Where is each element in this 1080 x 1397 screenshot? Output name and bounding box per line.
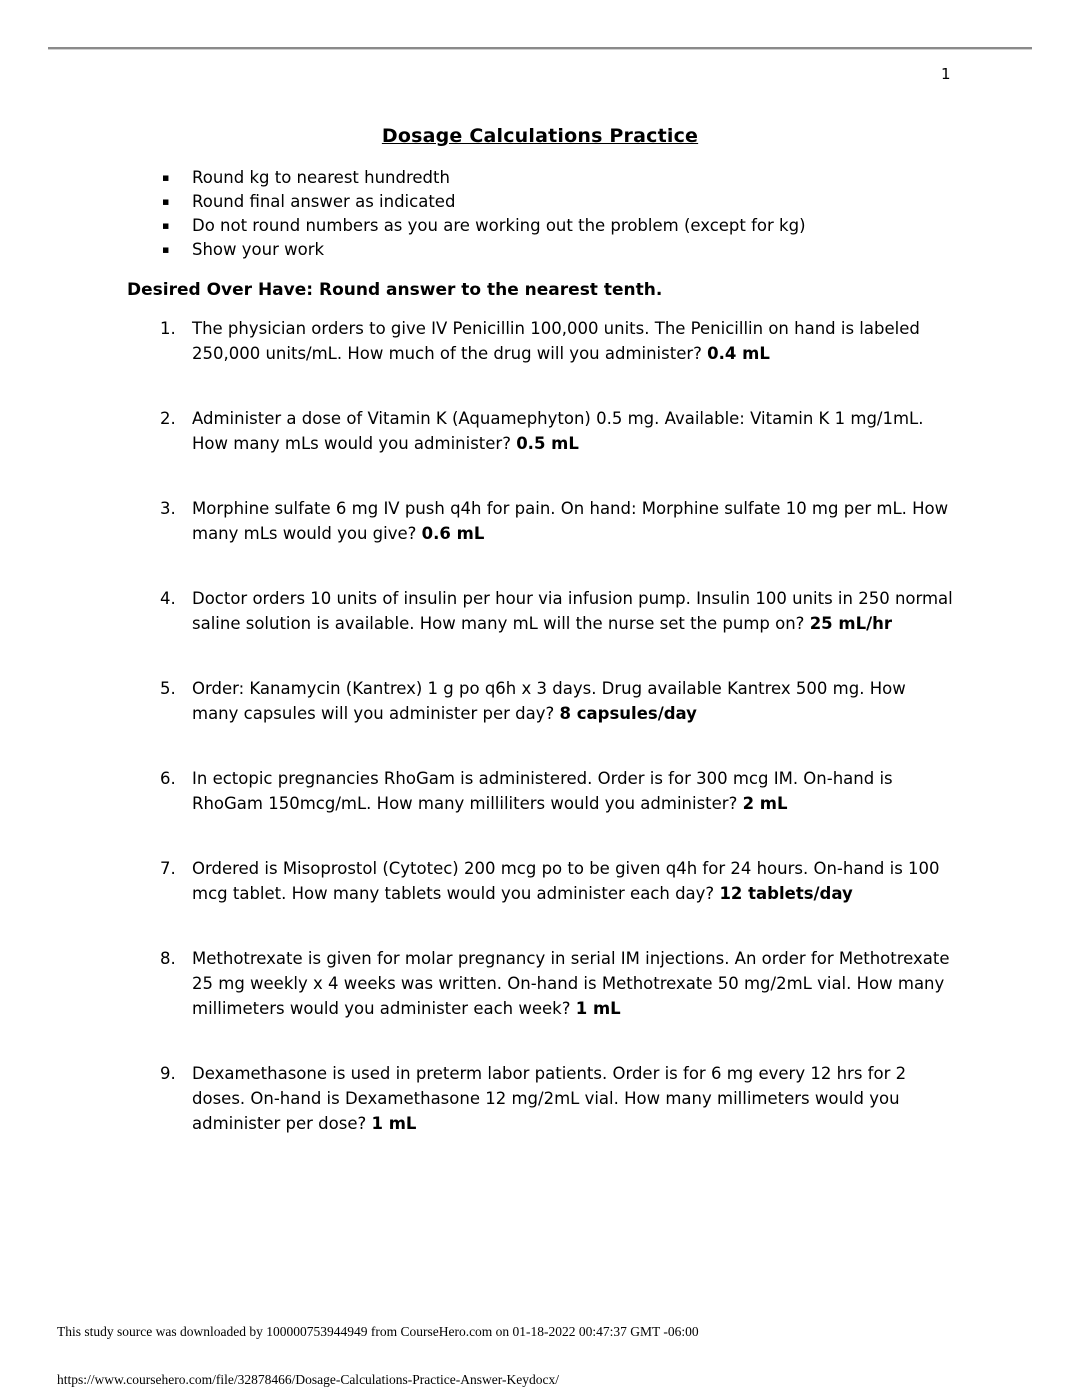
problem-number: 8. — [160, 949, 176, 968]
problem-item — [160, 496, 960, 546]
problem-number: 2. — [160, 409, 176, 428]
instruction-item — [162, 238, 982, 262]
problem-answer: 0.5 mL — [516, 434, 579, 453]
bullet-square-icon: ▪ — [162, 171, 170, 184]
problem-number: 1. — [160, 319, 176, 338]
problem-answer: 2 mL — [742, 794, 788, 813]
instruction-text: Do not round numbers as you are working out the problem (except for kg) — [192, 216, 806, 235]
question-text: Methotrexate is given for molar pregnancy in serial IM injections. An order for Methotrexate 25 mg weekly x 4 weeks was written. On-hand is Methotrexate 50 mg/2mL vial. How many millimeters would you administer each week? — [192, 949, 950, 1018]
question-text: The physician orders to give IV Penicillin 100,000 units. The Penicillin on hand is labeled 250,000 units/mL. How much of the drug will you administer? — [192, 319, 920, 363]
question-text: Order: Kanamycin (Kantrex) 1 g po q6h x 3 days. Drug available Kantrex 500 mg. How many capsules will you administer per day? — [192, 679, 906, 723]
problem-item — [160, 316, 960, 366]
problem-answer: 12 tablets/day — [719, 884, 853, 903]
problem-answer: 1 mL — [575, 999, 621, 1018]
problem-item — [160, 676, 960, 726]
problem-answer: 0.4 mL — [707, 344, 770, 363]
problem-answer: 25 mL/hr — [809, 614, 893, 633]
bullet-square-icon: ▪ — [162, 195, 170, 208]
problems-list — [160, 316, 960, 1176]
problem-item — [160, 406, 960, 456]
problem-answer: 1 mL — [371, 1114, 417, 1133]
problem-answer: 0.6 mL — [421, 524, 485, 543]
problem-question — [192, 946, 954, 1021]
problem-question — [192, 316, 954, 366]
question-text: In ectopic pregnancies RhoGam is administered. Order is for 300 mcg IM. On-hand is RhoGam 150mcg/mL. How many milliliters would you administer? — [192, 769, 893, 813]
question-text: Administer a dose of Vitamin K (Aquamephyton) 0.5 mg. Available: Vitamin K 1 mg/1mL. How many mLs would you administer? — [192, 409, 924, 453]
instruction-item — [162, 214, 982, 238]
problem-number: 9. — [160, 1064, 176, 1083]
instruction-item — [162, 190, 982, 214]
document-title: Dosage Calculations Practice — [381, 125, 699, 147]
problem-number: 6. — [160, 769, 176, 788]
header-divider — [48, 47, 1032, 50]
instruction-text: Round final answer as indicated — [192, 192, 456, 211]
problem-item — [160, 856, 960, 906]
instruction-item — [162, 166, 982, 190]
problem-number: 7. — [160, 859, 176, 878]
instruction-text: Show your work — [192, 240, 325, 259]
problem-number: 5. — [160, 679, 176, 698]
problem-question — [192, 586, 954, 636]
problem-question — [192, 766, 954, 816]
problem-question — [192, 496, 954, 546]
problem-question — [192, 1061, 954, 1136]
page-number: 1 — [941, 65, 951, 83]
instructions-list — [162, 166, 982, 262]
footer-source-note: This study source was downloaded by 100000753944949 from CourseHero.com on 01-18-2022 00:47:37 GMT -06:00 — [57, 1324, 699, 1339]
problem-number: 4. — [160, 589, 176, 608]
question-text: Dexamethasone is used in preterm labor patients. Order is for 6 mg every 12 hrs for 2 doses. On-hand is Dexamethasone 12 mg/2mL vial. How many millimeters would you administer per dose? — [192, 1064, 907, 1133]
problem-number: 3. — [160, 499, 176, 518]
problem-question — [192, 406, 954, 456]
problem-item — [160, 946, 960, 1021]
problem-question — [192, 676, 954, 726]
problem-question — [192, 856, 954, 906]
section-heading: Desired Over Have: Round answer to the nearest tenth. — [127, 280, 663, 300]
question-text: Ordered is Misoprostol (Cytotec) 200 mcg po to be given q4h for 24 hours. On-hand is 100 mcg tablet. How many tablets would you administer each day? — [192, 859, 940, 903]
question-text: Doctor orders 10 units of insulin per hour via infusion pump. Insulin 100 units in 250 normal saline solution is available. How many mL will the nurse set the pump on? — [192, 589, 953, 633]
bullet-square-icon: ▪ — [162, 219, 170, 232]
instruction-text: Round kg to nearest hundredth — [192, 168, 450, 187]
problem-item — [160, 766, 960, 816]
footer-url[interactable]: https://www.coursehero.com/file/32878466/Dosage-Calculations-Practice-Answer-Keydocx/ — [57, 1372, 559, 1387]
problem-item — [160, 1061, 960, 1136]
question-text: Morphine sulfate 6 mg IV push q4h for pain. On hand: Morphine sulfate 10 mg per mL. How many mLs would you give? — [192, 499, 949, 543]
problem-answer: 8 capsules/day — [559, 704, 697, 723]
bullet-square-icon: ▪ — [162, 243, 170, 256]
problem-item — [160, 586, 960, 636]
